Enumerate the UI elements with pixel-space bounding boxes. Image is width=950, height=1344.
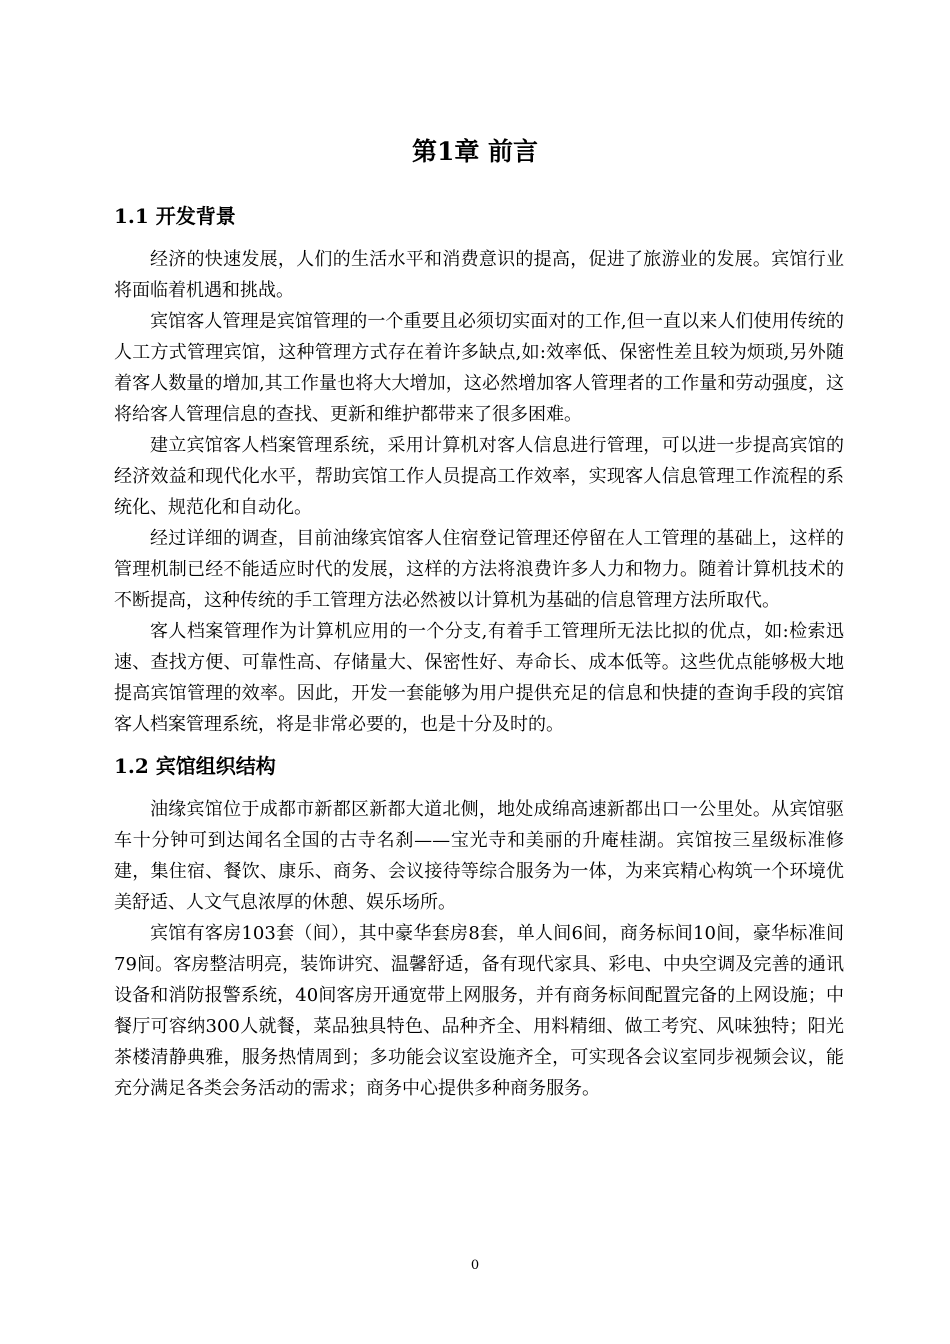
paragraph: 客人档案管理作为计算机应用的一个分支,有着手工管理所无法比拟的优点，如:检索迅速、查找方便、可靠性高、存储量大、保密性好、寿命长、成本低等。这些优点能够极大地提高宾馆管理的效率。因此，开发一套能够为用户提供充足的信息和快捷的查询手段的宾馆客人档案管理系统，将是非常必要的，也是十分及时的。 [114,621,844,735]
section-heading-1-2: 1.2 宾馆组织结构 [114,754,276,778]
section-heading-1-1: 1.1 开发背景 [114,204,236,228]
paragraph: 经济的快速发展，人们的生活水平和消费意识的提高，促进了旅游业的发展。宾馆行业将面临着机遇和挑战。 [114,249,844,301]
document-body [114,196,844,1104]
paragraph: 建立宾馆客人档案管理系统，采用计算机对客人信息进行管理，可以进一步提高宾馆的经济效益和现代化水平，帮助宾馆工作人员提高工作效率，实现客人信息管理工作流程的系统化、规范化和自动化。 [114,435,844,518]
paragraph: 宾馆有客房103套（间），其中豪华套房8套，单人间6间，商务标间10间，豪华标准间79间。客房整洁明亮，装饰讲究、温馨舒适，备有现代家具、彩电、中央空调及完善的通讯设备和消防报警系统，40间客房开通宽带上网服务，并有商务标间配置完备的上网设施；中餐厅可容纳300人就餐，菜品独具特色、品种齐全、用料精细、做工考究、风味独特；阳光茶楼清静典雅，服务热情周到；多功能会议室设施齐全，可实现各会议室同步视频会议，能充分满足各类会务活动的需求；商务中心提供多种商务服务。 [114,923,844,1099]
chapter-title: 第1章 前言 [411,137,539,166]
paragraph: 油缘宾馆位于成都市新都区新都大道北侧，地处成绵高速新都出口一公里处。从宾馆驱车十分钟可到达闻名全国的古寺名刹——宝光寺和美丽的升庵桂湖。宾馆按三星级标准修建，集住宿、餐饮、康乐、商务、会议接待等综合服务为一体，为来宾精心构筑一个环境优美舒适、人文气息浓厚的休憩、娱乐场所。 [114,799,844,913]
paragraph: 经过详细的调查，目前油缘宾馆客人住宿登记管理还停留在人工管理的基础上，这样的管理机制已经不能适应时代的发展，这样的方法将浪费许多人力和物力。随着计算机技术的不断提高，这种传统的手工管理方法必然被以计算机为基础的信息管理方法所取代。 [114,528,844,611]
paragraph: 宾馆客人管理是宾馆管理的一个重要且必须切实面对的工作,但一直以来人们使用传统的人工方式管理宾馆，这种管理方式存在着许多缺点,如:效率低、保密性差且较为烦琐,另外随着客人数量的增加,其工作量也将大大增加，这必然增加客人管理者的工作量和劳动强度，这将给客人管理信息的查找、更新和维护都带来了很多困难。 [114,311,844,425]
page-number: 0 [470,1258,480,1273]
